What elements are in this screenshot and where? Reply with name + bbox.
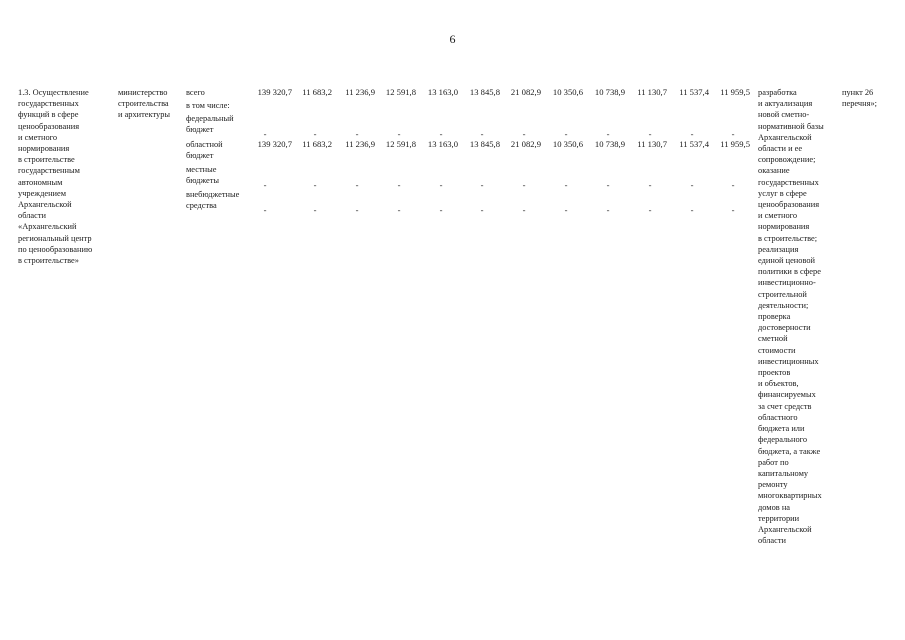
funding-source-label-line: бюджет [186,151,214,161]
funding-value-empty: - [690,180,694,190]
funding-source-label-line: бюджет [186,125,214,135]
result-text-line: ценообразования [758,200,820,210]
reference-note [842,87,877,109]
funding-value-empty: - [648,205,652,215]
result-text-line: федерального [758,435,808,445]
funding-value-empty: - [606,129,610,139]
funding-value-empty: - [606,205,610,215]
result-text-line: за счет средств [758,401,812,411]
item-text-line: региональный центр [18,233,92,243]
funding-source-label [186,189,239,211]
result-text-line: государственных [758,177,819,187]
funding-value-empty: - [439,129,443,139]
funding-value-empty: - [522,180,526,190]
item-text-line: области [18,211,46,221]
funding-source-label [186,139,223,161]
result-text-line: областного [758,412,798,422]
funding-value-empty: - [564,180,568,190]
result-text-line: новой сметно- [758,110,810,120]
item-text-line: государственных [18,99,79,109]
funding-value: 10 350,6 [552,87,583,97]
funding-source-label-line: средства [186,201,217,211]
funding-value: 11 683,2 [302,87,332,97]
funding-value-empty: - [439,205,443,215]
funding-source-label-line: бюджеты [186,176,220,186]
funding-value-empty: - [564,205,568,215]
item-text-line: Архангельской [18,200,72,210]
result-text-line: проектов [758,368,791,378]
result-text-line: инвестиционно- [758,278,816,288]
result-text-line: услуг в сфере [758,188,807,198]
funding-value-empty: - [648,129,652,139]
funding-source-label [186,100,230,111]
funding-value-empty: - [313,180,317,190]
funding-value: 12 591,8 [385,87,416,97]
reference-text-line: перечня»; [842,99,877,109]
item-text-line: автономным [18,177,63,187]
funding-value: 11 959,5 [720,139,750,149]
funding-value: 10 738,9 [594,139,625,149]
result-text-line: домов на [758,502,791,512]
funding-value-empty: - [263,129,267,139]
result-text-line: политики в сфере [758,267,821,277]
funding-value-empty: - [313,129,317,139]
funding-value-empty: - [648,180,652,190]
funding-value-empty: - [606,180,610,190]
funding-source-label [186,113,234,135]
funding-source-label-line: всего [186,88,205,97]
funding-value-empty: - [263,205,267,215]
result-text-line: ремонту [758,480,788,490]
result-text-line: сопровождение; [758,155,816,165]
result-text-line: деятельности; [758,300,809,310]
result-text-line: Архангельской [758,132,812,142]
funding-value: 13 163,0 [427,87,458,97]
result-text-line: и объектов, [758,379,799,389]
executor-text-line: строительства [118,99,169,109]
item-text-line: ценообразования [18,121,80,131]
funding-value-empty: - [355,129,359,139]
item-text-line: в строительстве» [18,256,79,266]
item-text-line: в строительстве [18,155,75,165]
result-text-line: единой ценовой [758,256,816,266]
funding-value-empty: - [355,180,359,190]
result-text-line: нормативной базы [758,121,824,131]
item-text-line: функций в сфере [18,110,79,120]
funding-value-empty: - [313,205,317,215]
item-text-line: государственным [18,166,80,176]
funding-value-empty: - [263,180,267,190]
result-text-line: многоквартирных [758,491,822,501]
funding-value-empty: - [397,180,401,190]
result-text-line: Архангельской [758,524,812,534]
funding-source-label-line: местные [186,165,217,174]
funding-value: 21 082,9 [510,139,541,149]
result-text-line: проверка [758,312,791,322]
item-text-line: и сметного [18,132,58,142]
item-text-line: учреждением [18,188,67,198]
funding-value: 11 683,2 [302,139,332,149]
funding-value: 11 236,9 [345,87,375,97]
funding-source-label-line: внебюджетные [186,190,240,199]
result-text-line: стоимости [758,345,796,355]
funding-source-label [186,164,219,186]
funding-value: 13 845,8 [469,87,500,97]
funding-value-empty: - [355,205,359,215]
funding-value-empty: - [480,129,484,139]
responsible-executor [118,87,170,121]
item-text-line: по ценообразованию [18,244,93,254]
reference-text-line: пункт 26 [842,88,874,97]
result-text-line: нормирования [758,222,810,232]
funding-value: 11 130,7 [637,139,667,149]
result-text-line: бюджета, а также [758,446,821,456]
funding-value: 13 163,0 [427,139,458,149]
funding-value: 11 537,4 [679,139,709,149]
item-text-line: нормирования [18,144,70,154]
result-text-line: области и ее [758,144,803,154]
funding-value: 21 082,9 [510,87,541,97]
result-text-line: достоверности [758,323,811,333]
item-text-line: «Архангельский [18,222,77,232]
result-text-line: области [758,536,786,546]
result-text-line: разработка [758,88,797,97]
result-text-line: и актуализация [758,99,813,109]
funding-value-empty: - [397,129,401,139]
funding-source-label-line: областной [186,140,223,149]
funding-value: 10 350,6 [552,139,583,149]
result-text-line: оказание [758,166,790,176]
funding-value: 10 738,9 [594,87,625,97]
funding-value-empty: - [731,180,735,190]
funding-value: 12 591,8 [385,139,416,149]
funding-value-empty: - [480,205,484,215]
funding-value-empty: - [439,180,443,190]
funding-source-label-line: федеральный [186,114,234,123]
funding-value-empty: - [480,180,484,190]
funding-value: 11 236,9 [345,139,375,149]
funding-value: 11 959,5 [720,87,750,97]
executor-text-line: и архитектуры [118,110,171,120]
funding-value-empty: - [522,205,526,215]
funding-value: 13 845,8 [469,139,500,149]
executor-text-line: министерство [118,88,168,97]
funding-value-empty: - [731,129,735,139]
funding-value: 139 320,7 [257,87,292,97]
result-text-line: капитальному [758,468,809,478]
expected-results [758,87,824,546]
funding-value-empty: - [690,129,694,139]
funding-value: 11 537,4 [679,87,709,97]
funding-value-empty: - [731,205,735,215]
funding-value: 11 130,7 [637,87,667,97]
result-text-line: и сметного [758,211,798,221]
result-text-line: реализация [758,244,799,254]
funding-value-empty: - [690,205,694,215]
result-text-line: в строительстве; [758,233,818,243]
result-text-line: финансируемых [758,390,816,400]
funding-value-empty: - [522,129,526,139]
funding-source-label [186,87,205,98]
page-number: 6 [449,32,456,46]
funding-value-empty: - [397,205,401,215]
result-text-line: инвестиционных [758,356,819,366]
result-text-line: строительной [758,289,807,299]
funding-source-label-line: в том числе: [186,101,230,110]
result-text-line: бюджета или [758,424,805,434]
funding-value-empty: - [564,129,568,139]
result-text-line: работ по [758,457,789,467]
item-text-line: 1.3. Осуществление [18,88,89,97]
result-text-line: территории [758,513,800,523]
result-text-line: сметной [758,334,788,344]
program-item-description [18,87,92,266]
funding-value: 139 320,7 [257,139,292,149]
